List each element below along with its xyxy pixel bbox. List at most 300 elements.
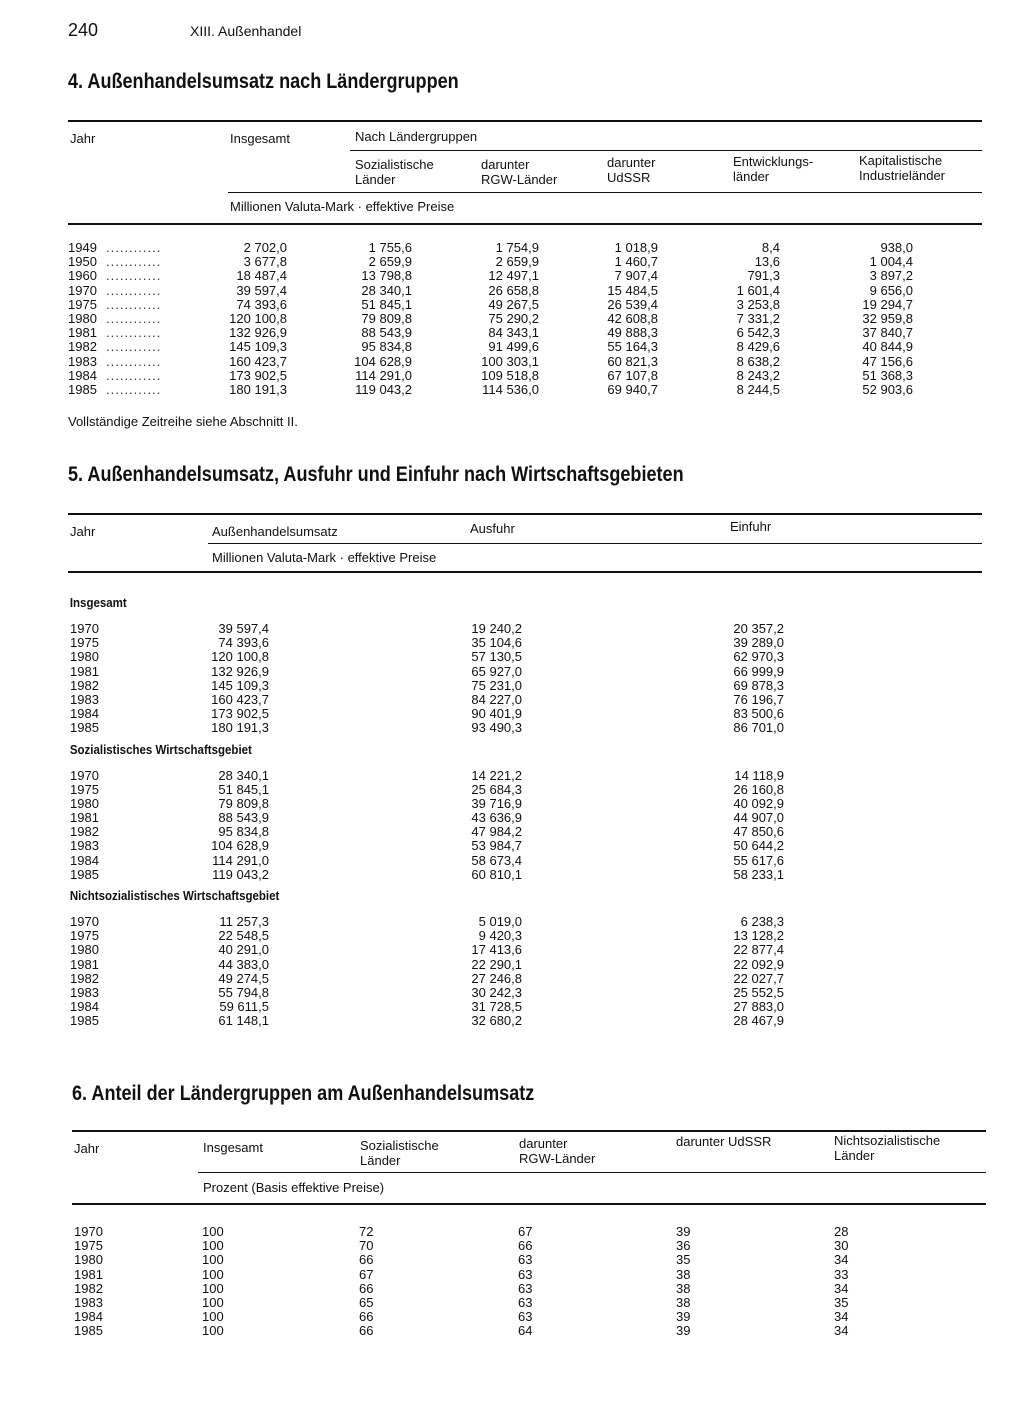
year-cell: 1985 xyxy=(70,866,99,882)
insgesamt-cell: 160 423,7 xyxy=(229,353,287,369)
table-row xyxy=(68,915,982,929)
rgw-laender-cell: 91 499,6 xyxy=(488,339,539,355)
entwicklungslaender-cell: 8 638,2 xyxy=(736,353,780,369)
udssr-cell: 35 xyxy=(676,1252,691,1268)
insgesamt-cell: 100 xyxy=(202,1266,224,1282)
year-cell: 1970 xyxy=(74,1224,103,1239)
einfuhr-cell: 40 092,9 xyxy=(733,795,784,811)
umsatz-cell: 119 043,2 xyxy=(212,866,269,882)
insgesamt-cell: 145 109,3 xyxy=(229,339,287,355)
einfuhr-cell: 27 883,0 xyxy=(733,999,784,1015)
table-row xyxy=(72,1253,986,1267)
ausfuhr-cell: 17 413,6 xyxy=(471,942,522,958)
year-cell: 1983 xyxy=(68,353,97,369)
leader-dots: ............ xyxy=(106,282,162,298)
leader-dots: ............ xyxy=(106,240,162,255)
udssr-cell: 39 xyxy=(676,1309,691,1325)
umsatz-cell: 59 611,5 xyxy=(219,999,269,1015)
sozialistische-laender-cell: 67 xyxy=(359,1266,374,1282)
kapitalistische-industrielaender-cell: 19 294,7 xyxy=(862,296,913,312)
sozialistische-laender-cell: 95 834,8 xyxy=(361,339,412,355)
einfuhr-cell: 39 289,0 xyxy=(733,635,784,651)
einfuhr-cell: 6 238,3 xyxy=(740,914,784,929)
leader-dots: ............ xyxy=(106,381,162,397)
section-gap xyxy=(68,882,982,889)
kapitalistische-industrielaender-cell: 52 903,6 xyxy=(862,381,913,397)
table6-header-soz xyxy=(360,1138,439,1168)
year-cell: 1983 xyxy=(70,984,99,1000)
insgesamt-cell: 18 487,4 xyxy=(236,268,287,284)
einfuhr-cell: 86 701,0 xyxy=(733,720,784,736)
einfuhr-cell: 47 850,6 xyxy=(733,824,784,840)
table5-header-umsatz: Außenhandelsumsatz xyxy=(212,524,338,539)
umsatz-cell: 180 191,3 xyxy=(211,720,269,736)
table-row xyxy=(68,972,982,986)
entwicklungslaender-cell: 8 244,5 xyxy=(736,381,780,397)
einfuhr-cell: 20 357,2 xyxy=(733,621,784,636)
table-row xyxy=(68,679,982,693)
table6-header-insgesamt: Insgesamt xyxy=(203,1140,263,1155)
year-cell: 1970 xyxy=(70,767,99,783)
udssr-cell: 69 940,7 xyxy=(607,381,658,397)
udssr-cell: 1 018,9 xyxy=(614,240,658,255)
table-row xyxy=(68,769,982,783)
table4-unit-rule xyxy=(228,192,982,193)
table4-head-bottom-rule xyxy=(68,223,982,225)
sozialistische-laender-cell: 2 659,9 xyxy=(368,254,412,270)
leader-dots: ............ xyxy=(106,296,162,312)
entwicklungslaender-cell: 8 429,6 xyxy=(736,339,780,355)
table-row xyxy=(72,1239,986,1253)
rgw-laender-cell: 114 536,0 xyxy=(482,381,539,397)
table5-unit-rule xyxy=(208,543,982,544)
table6-header-nsoz-line2: Länder xyxy=(834,1148,875,1163)
sozialistische-laender-cell: 65 xyxy=(359,1294,374,1310)
ausfuhr-cell: 75 231,0 xyxy=(471,677,522,693)
table5-header-jahr: Jahr xyxy=(70,524,96,539)
leader-dots: ............ xyxy=(106,367,162,383)
table-row xyxy=(68,825,982,839)
entwicklungslaender-cell: 8,4 xyxy=(761,240,780,255)
einfuhr-cell: 50 644,2 xyxy=(733,838,784,854)
table-row xyxy=(68,986,982,1000)
year-cell: 1983 xyxy=(70,838,99,854)
year-cell: 1981 xyxy=(70,956,99,972)
table6-header-rgw xyxy=(519,1136,595,1166)
insgesamt-cell: 100 xyxy=(202,1280,224,1296)
umsatz-cell: 132 926,9 xyxy=(211,663,269,679)
rgw-laender-cell: 49 267,5 xyxy=(488,296,539,312)
year-cell: 1984 xyxy=(70,999,99,1015)
sozialistische-laender-cell: 66 xyxy=(359,1309,374,1325)
table-row xyxy=(68,269,982,283)
einfuhr-cell: 83 500,6 xyxy=(733,706,784,722)
ausfuhr-cell: 14 221,2 xyxy=(471,767,522,783)
udssr-cell: 39 xyxy=(676,1224,691,1239)
table-row xyxy=(68,355,982,369)
leader-dots: ............ xyxy=(106,310,162,326)
nichtsozialistische-laender-cell: 34 xyxy=(834,1309,849,1325)
table6-unit-rule xyxy=(198,1172,986,1173)
einfuhr-cell: 22 027,7 xyxy=(733,970,784,986)
rgw-laender-cell: 26 658,8 xyxy=(488,282,539,298)
table4-header-kap-line2: Industrieländer xyxy=(859,168,945,183)
umsatz-cell: 40 291,0 xyxy=(218,942,269,958)
table4-header-soz xyxy=(355,157,434,187)
sozialistische-laender-cell: 70 xyxy=(359,1238,374,1254)
ausfuhr-cell: 19 240,2 xyxy=(471,621,522,636)
table6-header-rgw-line1: darunter xyxy=(519,1136,568,1151)
table4-header-jahr: Jahr xyxy=(70,131,96,146)
table5-header-einfuhr: Einfuhr xyxy=(730,519,772,534)
year-cell: 1981 xyxy=(68,325,97,341)
year-cell: 1970 xyxy=(68,282,97,298)
rgw-laender-cell: 67 xyxy=(518,1224,533,1239)
umsatz-cell: 61 148,1 xyxy=(218,1013,269,1029)
year-cell: 1975 xyxy=(74,1238,103,1254)
sozialistische-laender-cell: 79 809,8 xyxy=(361,310,412,326)
table4-header-insgesamt: Insgesamt xyxy=(230,131,290,146)
ausfuhr-cell: 9 420,3 xyxy=(478,928,522,944)
table4-header-udssr xyxy=(607,155,655,185)
table-row xyxy=(68,636,982,650)
rgw-laender-cell: 84 343,1 xyxy=(488,325,539,341)
table-row xyxy=(72,1282,986,1296)
kapitalistische-industrielaender-cell: 3 897,2 xyxy=(869,268,913,284)
umsatz-cell: 11 257,3 xyxy=(219,914,269,929)
einfuhr-cell: 22 092,9 xyxy=(733,956,784,972)
nichtsozialistische-laender-cell: 33 xyxy=(834,1266,849,1282)
table-row xyxy=(68,312,982,326)
table4-top-rule xyxy=(68,120,982,122)
insgesamt-cell: 173 902,5 xyxy=(229,367,287,383)
entwicklungslaender-cell: 791,3 xyxy=(747,268,780,284)
sozialistische-laender-cell: 114 291,0 xyxy=(355,367,412,383)
insgesamt-cell: 39 597,4 xyxy=(236,282,287,298)
nichtsozialistische-laender-cell: 34 xyxy=(834,1252,849,1268)
table4-header-udssr-line1: darunter xyxy=(607,155,656,170)
year-cell: 1975 xyxy=(70,781,99,797)
udssr-cell: 1 460,7 xyxy=(614,254,658,270)
year-cell: 1984 xyxy=(68,367,97,383)
table4-header-kap xyxy=(859,153,945,183)
udssr-cell: 15 484,5 xyxy=(607,282,658,298)
entwicklungslaender-cell: 13,6 xyxy=(754,254,780,270)
table-row xyxy=(68,811,982,825)
umsatz-cell: 114 291,0 xyxy=(212,852,269,868)
insgesamt-cell: 100 xyxy=(202,1323,224,1339)
nichtsozialistische-laender-cell: 28 xyxy=(834,1224,849,1239)
table-row xyxy=(68,326,982,340)
udssr-cell: 55 164,3 xyxy=(607,339,658,355)
udssr-cell: 60 821,3 xyxy=(607,353,658,369)
table-row xyxy=(68,255,982,269)
table4-title: 4. Außenhandelsumsatz nach Ländergruppen xyxy=(68,70,459,93)
nichtsozialistische-laender-cell: 34 xyxy=(834,1323,849,1339)
insgesamt-cell: 2 702,0 xyxy=(243,240,287,255)
rgw-laender-cell: 63 xyxy=(518,1280,533,1296)
ausfuhr-cell: 31 728,5 xyxy=(471,999,522,1015)
year-cell: 1982 xyxy=(74,1280,103,1296)
year-cell: 1982 xyxy=(70,677,99,693)
einfuhr-cell: 22 877,4 xyxy=(733,942,784,958)
ausfuhr-cell: 90 401,9 xyxy=(471,706,522,722)
table6-header-jahr: Jahr xyxy=(74,1141,100,1156)
year-cell: 1983 xyxy=(74,1294,103,1310)
table5-head-bottom-rule xyxy=(68,571,982,573)
sozialistische-laender-cell: 66 xyxy=(359,1252,374,1268)
year-cell: 1984 xyxy=(70,852,99,868)
insgesamt-cell: 100 xyxy=(202,1238,224,1254)
insgesamt-cell: 100 xyxy=(202,1309,224,1325)
einfuhr-cell: 76 196,7 xyxy=(733,691,784,707)
kapitalistische-industrielaender-cell: 1 004,4 xyxy=(869,254,913,270)
udssr-cell: 38 xyxy=(676,1294,691,1310)
einfuhr-cell: 44 907,0 xyxy=(733,810,784,826)
sozialistische-laender-cell: 119 043,2 xyxy=(355,381,412,397)
sozialistische-laender-cell: 1 755,6 xyxy=(368,240,412,255)
table-row xyxy=(68,622,982,636)
rgw-laender-cell: 63 xyxy=(518,1266,533,1282)
umsatz-cell: 173 902,5 xyxy=(211,706,269,722)
insgesamt-cell: 120 100,8 xyxy=(229,310,287,326)
rgw-laender-cell: 2 659,9 xyxy=(495,254,539,270)
insgesamt-cell: 100 xyxy=(202,1224,224,1239)
umsatz-cell: 160 423,7 xyxy=(211,691,269,707)
insgesamt-cell: 3 677,8 xyxy=(243,254,287,270)
umsatz-cell: 22 548,5 xyxy=(218,928,269,944)
table6-header-soz-line2: Länder xyxy=(360,1153,401,1168)
table-row xyxy=(72,1310,986,1324)
table4-unit: Millionen Valuta-Mark · effektive Preise xyxy=(230,199,455,214)
umsatz-cell: 55 794,8 xyxy=(218,984,269,1000)
table-row xyxy=(68,943,982,957)
umsatz-cell: 51 845,1 xyxy=(218,781,269,797)
table6-head-bottom-rule xyxy=(72,1203,986,1205)
table4-header-soz-line1: Sozialistische xyxy=(355,157,434,172)
nichtsozialistische-laender-cell: 34 xyxy=(834,1280,849,1296)
table-row xyxy=(72,1225,986,1239)
udssr-cell: 7 907,4 xyxy=(614,268,658,284)
umsatz-cell: 28 340,1 xyxy=(218,767,269,783)
year-cell: 1982 xyxy=(68,339,97,355)
year-cell: 1980 xyxy=(70,795,99,811)
table-row xyxy=(68,241,982,255)
running-head: XIII. Außenhandel xyxy=(190,23,302,39)
table-row xyxy=(68,650,982,664)
table-row xyxy=(68,868,982,882)
insgesamt-cell: 74 393,6 xyxy=(236,296,287,312)
kapitalistische-industrielaender-cell: 9 656,0 xyxy=(869,282,913,298)
umsatz-cell: 145 109,3 xyxy=(211,677,269,693)
einfuhr-cell: 28 467,9 xyxy=(733,1013,784,1029)
entwicklungslaender-cell: 6 542,3 xyxy=(736,325,780,341)
kapitalistische-industrielaender-cell: 32 959,8 xyxy=(862,310,913,326)
year-cell: 1984 xyxy=(74,1309,103,1325)
ausfuhr-cell: 58 673,4 xyxy=(471,852,522,868)
sozialistische-laender-cell: 13 798,8 xyxy=(361,268,412,284)
table4-header-entw-line2: länder xyxy=(733,169,770,184)
leader-dots: ............ xyxy=(106,268,162,284)
table5-top-rule xyxy=(68,513,982,515)
year-cell: 1970 xyxy=(70,914,99,929)
year-cell: 1982 xyxy=(70,824,99,840)
year-cell: 1981 xyxy=(74,1266,103,1282)
year-cell: 1981 xyxy=(70,663,99,679)
ausfuhr-cell: 84 227,0 xyxy=(471,691,522,707)
rgw-laender-cell: 63 xyxy=(518,1309,533,1325)
table6-title: 6. Anteil der Ländergruppen am Außenhandelsumsatz xyxy=(72,1082,535,1105)
umsatz-cell: 104 628,9 xyxy=(211,838,269,854)
table-row xyxy=(72,1268,986,1282)
year-cell: 1975 xyxy=(68,296,97,312)
leader-dots: ............ xyxy=(106,325,162,341)
table4-body xyxy=(68,241,982,397)
einfuhr-cell: 14 118,9 xyxy=(734,767,784,783)
leader-dots: ............ xyxy=(106,254,162,270)
year-cell: 1985 xyxy=(68,381,97,397)
ausfuhr-cell: 27 246,8 xyxy=(471,970,522,986)
year-cell: 1949 xyxy=(68,240,97,255)
entwicklungslaender-cell: 8 243,2 xyxy=(736,367,780,383)
nichtsozialistische-laender-cell: 35 xyxy=(834,1294,849,1310)
table-row xyxy=(68,1014,982,1028)
rgw-laender-cell: 109 518,8 xyxy=(481,367,539,383)
year-cell: 1984 xyxy=(70,706,99,722)
table4-header-kap-line1: Kapitalistische xyxy=(859,153,943,168)
rgw-laender-cell: 12 497,1 xyxy=(488,268,539,284)
udssr-cell: 67 107,8 xyxy=(607,367,658,383)
table6-header-rgw-line2: RGW-Länder xyxy=(519,1151,596,1166)
table4-header-rgw xyxy=(481,157,557,187)
table4-group-rule xyxy=(350,150,982,151)
ausfuhr-cell: 22 290,1 xyxy=(471,956,522,972)
kapitalistische-industrielaender-cell: 51 368,3 xyxy=(862,367,913,383)
kapitalistische-industrielaender-cell: 938,0 xyxy=(880,240,913,255)
table5-header-ausfuhr: Ausfuhr xyxy=(470,521,515,536)
umsatz-cell: 39 597,4 xyxy=(218,621,269,636)
year-cell: 1985 xyxy=(70,1013,99,1029)
leader-dots: ............ xyxy=(106,339,162,355)
year-cell: 1985 xyxy=(70,720,99,736)
umsatz-cell: 74 393,6 xyxy=(218,635,269,651)
table5-title: 5. Außenhandelsumsatz, Ausfuhr und Einfuhr nach Wirtschaftsgebieten xyxy=(68,463,684,486)
table6-unit: Prozent (Basis effektive Preise) xyxy=(203,1180,385,1195)
table4-header-udssr-line2: UdSSR xyxy=(607,170,651,185)
insgesamt-cell: 100 xyxy=(202,1252,224,1268)
ausfuhr-cell: 47 984,2 xyxy=(471,824,522,840)
table-row xyxy=(68,298,982,312)
table-row xyxy=(68,929,982,943)
einfuhr-cell: 58 233,1 xyxy=(733,866,784,882)
table4-header-rgw-line2: RGW-Länder xyxy=(481,172,558,187)
table6-header-nsoz xyxy=(834,1133,940,1163)
ausfuhr-cell: 32 680,2 xyxy=(471,1013,522,1029)
insgesamt-cell: 180 191,3 xyxy=(229,381,287,397)
year-cell: 1985 xyxy=(74,1323,103,1339)
table4-header-soz-line2: Länder xyxy=(355,172,396,187)
table-row xyxy=(68,340,982,354)
sozialistische-laender-cell: 66 xyxy=(359,1280,374,1296)
ausfuhr-cell: 5 019,0 xyxy=(478,914,522,929)
year-cell: 1970 xyxy=(70,621,99,636)
kapitalistische-industrielaender-cell: 37 840,7 xyxy=(862,325,913,341)
table-row xyxy=(72,1324,986,1338)
year-cell: 1980 xyxy=(70,649,99,665)
table6-top-rule xyxy=(72,1130,986,1132)
rgw-laender-cell: 63 xyxy=(518,1252,533,1268)
insgesamt-cell: 100 xyxy=(202,1294,224,1310)
table4-header-group: Nach Ländergruppen xyxy=(355,129,478,144)
rgw-laender-cell: 66 xyxy=(518,1238,533,1254)
year-cell: 1950 xyxy=(68,254,97,270)
kapitalistische-industrielaender-cell: 47 156,6 xyxy=(862,353,913,369)
rgw-laender-cell: 63 xyxy=(518,1294,533,1310)
table6-header-nsoz-line1: Nichtsozialistische xyxy=(834,1133,941,1148)
ausfuhr-cell: 53 984,7 xyxy=(471,838,522,854)
einfuhr-cell: 62 970,3 xyxy=(733,649,784,665)
einfuhr-cell: 26 160,8 xyxy=(733,781,784,797)
table6-body xyxy=(72,1225,986,1339)
insgesamt-cell: 132 926,9 xyxy=(229,325,287,341)
ausfuhr-cell: 57 130,5 xyxy=(471,649,522,665)
year-cell: 1975 xyxy=(70,928,99,944)
udssr-cell: 42 608,8 xyxy=(607,310,658,326)
udssr-cell: 36 xyxy=(676,1238,691,1254)
ausfuhr-cell: 30 242,3 xyxy=(471,984,522,1000)
ausfuhr-cell: 43 636,9 xyxy=(471,810,522,826)
umsatz-cell: 49 274,5 xyxy=(218,970,269,986)
rgw-laender-cell: 64 xyxy=(518,1323,533,1339)
table-row xyxy=(68,284,982,298)
table-row xyxy=(68,797,982,811)
entwicklungslaender-cell: 3 253,8 xyxy=(736,296,780,312)
year-cell: 1980 xyxy=(68,310,97,326)
umsatz-cell: 79 809,8 xyxy=(218,795,269,811)
section-heading: Sozialistisches Wirtschaftsgebiet xyxy=(69,742,252,757)
table-row xyxy=(68,693,982,707)
table-row xyxy=(68,665,982,679)
table-row xyxy=(68,707,982,721)
table-row xyxy=(68,839,982,853)
ausfuhr-cell: 25 684,3 xyxy=(471,781,522,797)
table4-header-rgw-line1: darunter xyxy=(481,157,530,172)
udssr-cell: 49 888,3 xyxy=(607,325,658,341)
table4-header-entw xyxy=(733,154,813,184)
section-heading: Nichtsozialistisches Wirtschaftsgebiet xyxy=(69,889,280,903)
year-cell: 1983 xyxy=(70,691,99,707)
table-row xyxy=(68,721,982,735)
table-row xyxy=(68,1000,982,1014)
einfuhr-cell: 55 617,6 xyxy=(733,852,784,868)
einfuhr-cell: 25 552,5 xyxy=(733,984,784,1000)
sozialistische-laender-cell: 66 xyxy=(359,1323,374,1339)
umsatz-cell: 120 100,8 xyxy=(211,649,269,665)
udssr-cell: 38 xyxy=(676,1266,691,1282)
table4-note: Vollständige Zeitreihe siehe Abschnitt II. xyxy=(68,414,298,429)
year-cell: 1980 xyxy=(70,942,99,958)
sozialistische-laender-cell: 88 543,9 xyxy=(361,325,412,341)
table-row xyxy=(68,783,982,797)
table-row xyxy=(68,383,982,397)
sozialistische-laender-cell: 28 340,1 xyxy=(361,282,412,298)
umsatz-cell: 44 383,0 xyxy=(218,956,269,972)
umsatz-cell: 88 543,9 xyxy=(218,810,269,826)
table-row xyxy=(72,1296,986,1310)
nichtsozialistische-laender-cell: 30 xyxy=(834,1238,849,1254)
page-number: 240 xyxy=(68,20,99,40)
einfuhr-cell: 13 128,2 xyxy=(733,928,784,944)
